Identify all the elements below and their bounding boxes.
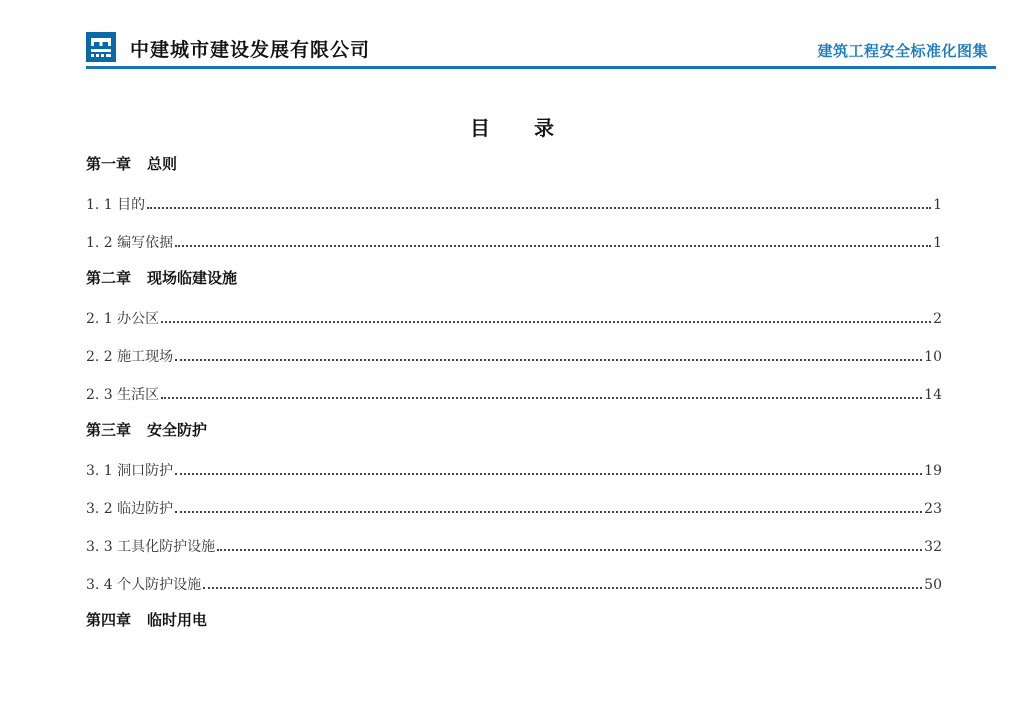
toc-entry-label: 2. 3 生活区 xyxy=(86,387,160,403)
dot-leader xyxy=(217,549,922,551)
toc-entry[interactable] xyxy=(86,186,942,224)
toc-entry-label: 3. 1 洞口防护 xyxy=(86,463,174,479)
toc-entry-page: 1 xyxy=(933,235,942,251)
toc-entry[interactable] xyxy=(86,490,942,528)
chapter-title: 现场临建设施 xyxy=(147,269,238,287)
page-header xyxy=(86,30,996,66)
toc-entry[interactable] xyxy=(86,224,942,262)
toc-entry-page: 14 xyxy=(924,387,942,403)
chapter-title: 安全防护 xyxy=(147,421,208,439)
dot-leader xyxy=(203,587,922,589)
chapter-title: 总则 xyxy=(147,155,178,173)
dot-leader xyxy=(147,207,931,209)
dot-leader xyxy=(161,321,931,323)
header-divider xyxy=(86,66,996,69)
dot-leader xyxy=(175,245,931,247)
chapter-number: 第一章 xyxy=(86,155,132,173)
chapter-number: 第三章 xyxy=(86,421,132,439)
chapter-number: 第二章 xyxy=(86,269,132,287)
dot-leader xyxy=(161,397,922,399)
dot-leader xyxy=(175,359,922,361)
toc-entry-page: 1 xyxy=(933,197,942,213)
toc-entry[interactable] xyxy=(86,528,942,566)
toc-entry-label: 2. 1 办公区 xyxy=(86,311,160,327)
toc-entry-page: 23 xyxy=(924,501,942,517)
toc-title xyxy=(0,112,1024,141)
toc-entry-page: 10 xyxy=(924,349,942,365)
toc-entry-page: 50 xyxy=(924,577,942,593)
chapter-heading[interactable] xyxy=(86,148,942,186)
document-title: 建筑工程安全标准化图集 xyxy=(817,42,988,60)
chapter-heading[interactable] xyxy=(86,414,942,452)
toc-entry-label: 3. 2 临边防护 xyxy=(86,501,174,517)
company-logo-icon xyxy=(86,32,116,62)
toc-entry-label: 3. 3 工具化防护设施 xyxy=(86,539,216,555)
toc-entry[interactable] xyxy=(86,452,942,490)
toc-title-left: 目 xyxy=(470,116,490,140)
toc-title-right: 录 xyxy=(534,116,554,140)
toc-entry-page: 19 xyxy=(924,463,942,479)
toc-entry-label: 2. 2 施工现场 xyxy=(86,349,174,365)
toc-entry[interactable] xyxy=(86,338,942,376)
chapter-heading[interactable] xyxy=(86,604,942,642)
toc-entry[interactable] xyxy=(86,376,942,414)
table-of-contents xyxy=(86,148,942,642)
toc-entry-page: 32 xyxy=(924,539,942,555)
dot-leader xyxy=(175,511,922,513)
company-name: 中建城市建设发展有限公司 xyxy=(130,39,371,61)
toc-entry-label: 3. 4 个人防护设施 xyxy=(86,577,202,593)
toc-entry[interactable] xyxy=(86,300,942,338)
chapter-heading[interactable] xyxy=(86,262,942,300)
toc-entry-page: 2 xyxy=(933,311,942,327)
dot-leader xyxy=(175,473,922,475)
toc-entry-label: 1. 2 编写依据 xyxy=(86,235,174,251)
chapter-number: 第四章 xyxy=(86,611,132,629)
toc-entry-label: 1. 1 目的 xyxy=(86,197,146,213)
chapter-title: 临时用电 xyxy=(147,611,208,629)
toc-entry[interactable] xyxy=(86,566,942,604)
